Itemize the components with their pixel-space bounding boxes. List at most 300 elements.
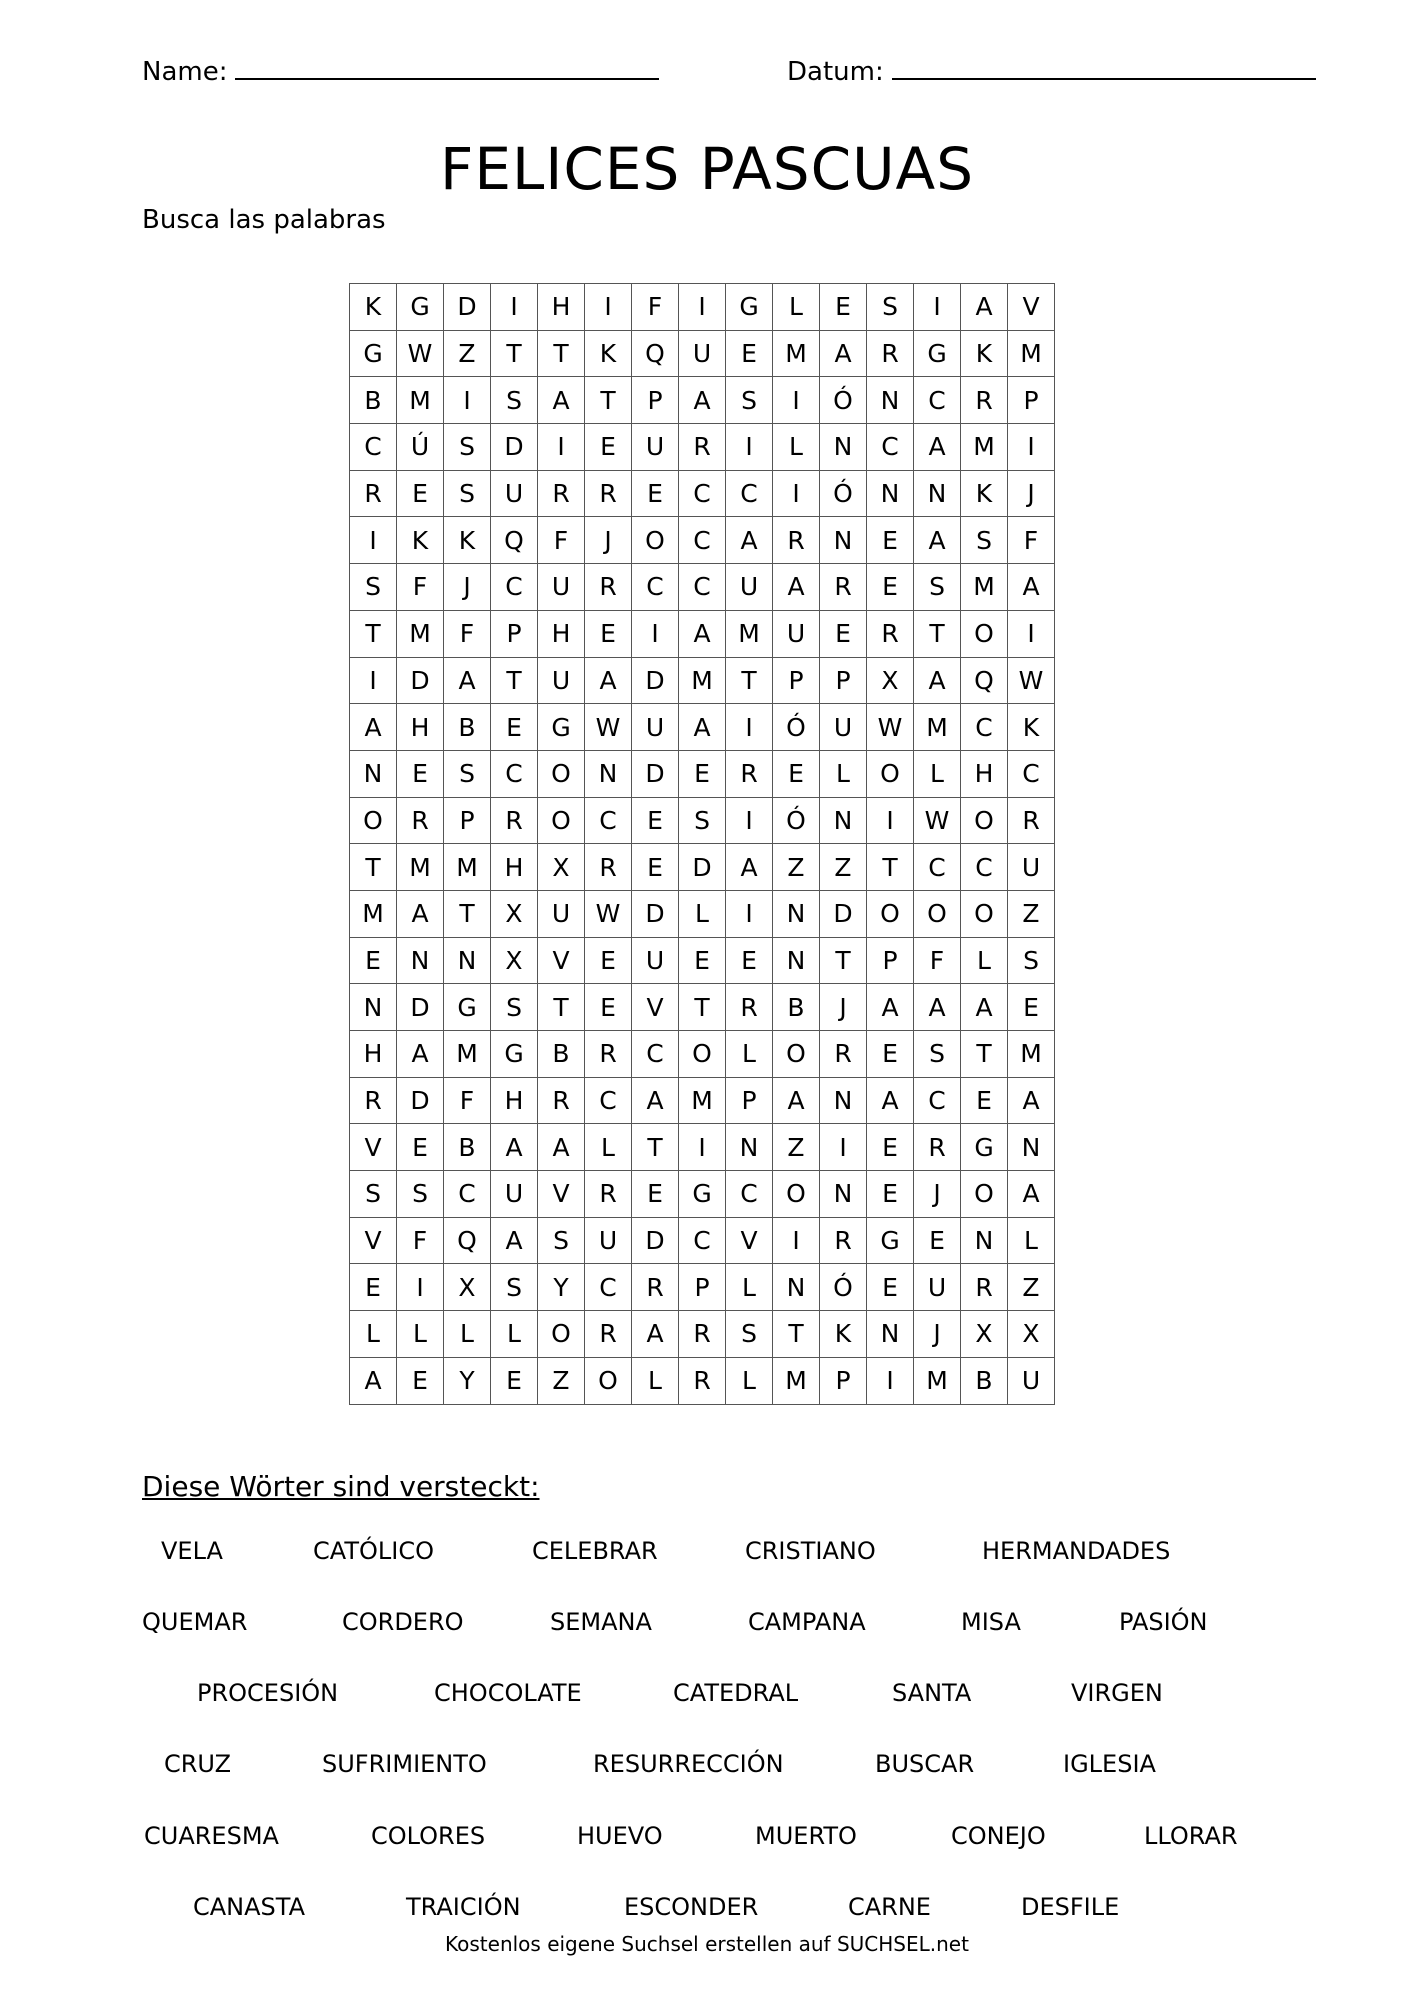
grid-cell[interactable]: Ó [773,797,820,844]
grid-cell[interactable]: I [867,1357,914,1404]
grid-cell[interactable]: F [632,284,679,331]
grid-cell[interactable]: R [867,330,914,377]
grid-cell[interactable]: S [726,1311,773,1358]
grid-cell[interactable]: L [679,890,726,937]
grid-cell[interactable]: C [914,844,961,891]
grid-cell[interactable]: O [679,1031,726,1078]
grid-cell[interactable]: H [961,750,1008,797]
grid-cell[interactable]: E [820,284,867,331]
grid-cell[interactable]: E [867,517,914,564]
grid-cell[interactable]: A [867,1077,914,1124]
grid-cell[interactable]: E [632,470,679,517]
grid-cell[interactable]: I [726,797,773,844]
grid-cell[interactable]: D [632,1217,679,1264]
grid-cell[interactable]: Z [773,1124,820,1171]
grid-cell[interactable]: O [585,1357,632,1404]
grid-cell[interactable]: S [350,1171,397,1218]
grid-cell[interactable]: F [397,1217,444,1264]
grid-cell[interactable]: S [491,1264,538,1311]
grid-cell[interactable]: A [961,984,1008,1031]
grid-cell[interactable]: V [726,1217,773,1264]
grid-cell[interactable]: W [585,704,632,751]
grid-cell[interactable]: X [961,1311,1008,1358]
grid-cell[interactable]: K [350,284,397,331]
grid-cell[interactable]: A [397,890,444,937]
grid-cell[interactable]: E [679,937,726,984]
grid-cell[interactable]: M [350,890,397,937]
grid-cell[interactable]: L [585,1124,632,1171]
grid-cell[interactable]: I [491,284,538,331]
grid-cell[interactable]: F [444,1077,491,1124]
grid-cell[interactable]: X [867,657,914,704]
grid-cell[interactable]: M [397,610,444,657]
grid-cell[interactable]: R [679,424,726,471]
grid-cell[interactable]: C [632,564,679,611]
grid-cell[interactable]: J [914,1311,961,1358]
grid-cell[interactable]: S [491,377,538,424]
grid-cell[interactable]: A [350,1357,397,1404]
grid-cell[interactable]: G [867,1217,914,1264]
grid-cell[interactable]: E [585,424,632,471]
grid-cell[interactable]: B [538,1031,585,1078]
grid-cell[interactable]: E [914,1217,961,1264]
grid-cell[interactable]: V [538,1171,585,1218]
grid-cell[interactable]: R [538,1077,585,1124]
grid-cell[interactable]: T [538,984,585,1031]
grid-cell[interactable]: I [1008,610,1055,657]
grid-cell[interactable]: A [585,657,632,704]
grid-cell[interactable]: A [491,1124,538,1171]
grid-cell[interactable]: B [444,704,491,751]
grid-cell[interactable]: N [773,1264,820,1311]
grid-cell[interactable]: S [1008,937,1055,984]
grid-cell[interactable]: E [397,470,444,517]
grid-cell[interactable]: I [538,424,585,471]
grid-cell[interactable]: R [585,1311,632,1358]
grid-cell[interactable]: Ó [773,704,820,751]
grid-cell[interactable]: Y [538,1264,585,1311]
grid-cell[interactable]: S [867,284,914,331]
grid-cell[interactable]: S [538,1217,585,1264]
grid-cell[interactable]: R [820,1031,867,1078]
grid-cell[interactable]: A [679,377,726,424]
grid-cell[interactable]: T [444,890,491,937]
grid-cell[interactable]: T [350,844,397,891]
grid-cell[interactable]: R [585,470,632,517]
grid-cell[interactable]: J [820,984,867,1031]
grid-cell[interactable]: W [867,704,914,751]
grid-cell[interactable]: I [773,1217,820,1264]
grid-cell[interactable]: E [773,750,820,797]
grid-cell[interactable]: G [726,284,773,331]
grid-cell[interactable]: F [538,517,585,564]
grid-cell[interactable]: T [538,330,585,377]
grid-cell[interactable]: E [961,1077,1008,1124]
grid-cell[interactable]: H [397,704,444,751]
grid-cell[interactable]: R [585,1171,632,1218]
grid-cell[interactable]: G [538,704,585,751]
grid-cell[interactable]: X [1008,1311,1055,1358]
grid-cell[interactable]: E [585,610,632,657]
grid-cell[interactable]: E [867,564,914,611]
grid-cell[interactable]: Z [538,1357,585,1404]
grid-cell[interactable]: T [585,377,632,424]
grid-cell[interactable]: L [820,750,867,797]
grid-cell[interactable]: A [773,564,820,611]
grid-cell[interactable]: R [867,610,914,657]
grid-cell[interactable]: L [961,937,1008,984]
grid-cell[interactable]: N [914,470,961,517]
grid-cell[interactable]: E [350,1264,397,1311]
grid-cell[interactable]: C [726,470,773,517]
grid-cell[interactable]: M [1008,1031,1055,1078]
grid-cell[interactable]: L [1008,1217,1055,1264]
grid-cell[interactable]: N [773,937,820,984]
grid-cell[interactable]: K [961,330,1008,377]
grid-cell[interactable]: I [444,377,491,424]
grid-cell[interactable]: B [350,377,397,424]
date-blank-line[interactable] [892,52,1316,80]
grid-cell[interactable]: U [679,330,726,377]
grid-cell[interactable]: D [632,890,679,937]
grid-cell[interactable]: A [773,1077,820,1124]
grid-cell[interactable]: C [679,1217,726,1264]
grid-cell[interactable]: D [632,657,679,704]
grid-cell[interactable]: E [585,937,632,984]
grid-cell[interactable]: C [914,1077,961,1124]
grid-cell[interactable]: M [444,844,491,891]
grid-cell[interactable]: R [350,470,397,517]
grid-cell[interactable]: E [867,1031,914,1078]
grid-cell[interactable]: E [397,1124,444,1171]
grid-cell[interactable]: A [914,517,961,564]
grid-cell[interactable]: E [491,1357,538,1404]
grid-cell[interactable]: T [679,984,726,1031]
grid-cell[interactable]: D [397,657,444,704]
grid-cell[interactable]: H [538,610,585,657]
grid-cell[interactable]: S [914,564,961,611]
grid-cell[interactable]: C [679,564,726,611]
grid-cell[interactable]: V [350,1217,397,1264]
grid-cell[interactable]: B [961,1357,1008,1404]
grid-cell[interactable]: S [961,517,1008,564]
grid-cell[interactable]: U [538,890,585,937]
grid-cell[interactable]: G [679,1171,726,1218]
grid-cell[interactable]: C [726,1171,773,1218]
grid-cell[interactable]: S [491,984,538,1031]
grid-cell[interactable]: J [1008,470,1055,517]
grid-cell[interactable]: J [914,1171,961,1218]
grid-cell[interactable]: E [867,1124,914,1171]
grid-cell[interactable]: R [585,1031,632,1078]
grid-cell[interactable]: U [773,610,820,657]
grid-cell[interactable]: O [632,517,679,564]
grid-cell[interactable]: E [632,797,679,844]
grid-cell[interactable]: N [350,984,397,1031]
grid-cell[interactable]: T [726,657,773,704]
grid-cell[interactable]: N [820,424,867,471]
grid-cell[interactable]: U [585,1217,632,1264]
grid-cell[interactable]: N [397,937,444,984]
grid-cell[interactable]: L [632,1357,679,1404]
grid-cell[interactable]: I [773,470,820,517]
grid-cell[interactable]: Q [961,657,1008,704]
grid-cell[interactable]: F [444,610,491,657]
grid-cell[interactable]: O [538,1311,585,1358]
grid-cell[interactable]: U [632,424,679,471]
grid-cell[interactable]: R [397,797,444,844]
grid-cell[interactable]: S [350,564,397,611]
grid-cell[interactable]: A [726,517,773,564]
grid-cell[interactable]: I [679,284,726,331]
grid-cell[interactable]: H [350,1031,397,1078]
grid-cell[interactable]: U [820,704,867,751]
grid-cell[interactable]: G [350,330,397,377]
grid-cell[interactable]: N [820,1077,867,1124]
grid-cell[interactable]: M [961,424,1008,471]
grid-cell[interactable]: R [914,1124,961,1171]
grid-cell[interactable]: R [538,470,585,517]
grid-cell[interactable]: A [538,377,585,424]
grid-cell[interactable]: S [444,424,491,471]
grid-cell[interactable]: E [397,750,444,797]
grid-cell[interactable]: C [679,517,726,564]
grid-cell[interactable]: L [914,750,961,797]
grid-cell[interactable]: I [632,610,679,657]
grid-cell[interactable]: O [538,797,585,844]
grid-cell[interactable]: D [491,424,538,471]
grid-cell[interactable]: M [914,704,961,751]
grid-cell[interactable]: C [961,844,1008,891]
grid-cell[interactable]: R [491,797,538,844]
grid-cell[interactable]: A [867,984,914,1031]
grid-cell[interactable]: G [961,1124,1008,1171]
grid-cell[interactable]: N [444,937,491,984]
grid-cell[interactable]: U [632,704,679,751]
grid-cell[interactable]: P [726,1077,773,1124]
grid-cell[interactable]: S [397,1171,444,1218]
grid-cell[interactable]: E [726,937,773,984]
grid-cell[interactable]: R [585,564,632,611]
grid-cell[interactable]: Ó [820,377,867,424]
grid-cell[interactable]: R [726,750,773,797]
grid-cell[interactable]: N [1008,1124,1055,1171]
grid-cell[interactable]: Q [632,330,679,377]
grid-cell[interactable]: F [914,937,961,984]
grid-cell[interactable]: I [820,1124,867,1171]
grid-cell[interactable]: D [820,890,867,937]
grid-cell[interactable]: N [726,1124,773,1171]
grid-cell[interactable]: T [914,610,961,657]
grid-cell[interactable]: R [726,984,773,1031]
grid-cell[interactable]: E [491,704,538,751]
grid-cell[interactable]: V [632,984,679,1031]
grid-cell[interactable]: A [632,1311,679,1358]
grid-cell[interactable]: Ó [820,1264,867,1311]
grid-cell[interactable]: C [491,750,538,797]
grid-cell[interactable]: U [491,470,538,517]
grid-cell[interactable]: C [491,564,538,611]
grid-cell[interactable]: M [679,1077,726,1124]
grid-cell[interactable]: D [444,284,491,331]
grid-cell[interactable]: G [444,984,491,1031]
grid-cell[interactable]: L [350,1311,397,1358]
grid-cell[interactable]: T [491,657,538,704]
grid-cell[interactable]: Q [491,517,538,564]
grid-cell[interactable]: S [444,470,491,517]
grid-cell[interactable]: P [773,657,820,704]
grid-cell[interactable]: R [820,1217,867,1264]
grid-cell[interactable]: P [444,797,491,844]
grid-cell[interactable]: Ó [820,470,867,517]
grid-cell[interactable]: N [350,750,397,797]
grid-cell[interactable]: B [444,1124,491,1171]
grid-cell[interactable]: O [773,1031,820,1078]
grid-cell[interactable]: U [632,937,679,984]
grid-cell[interactable]: G [914,330,961,377]
grid-cell[interactable]: A [1008,564,1055,611]
grid-cell[interactable]: A [679,704,726,751]
grid-cell[interactable]: U [538,564,585,611]
grid-cell[interactable]: I [350,657,397,704]
grid-cell[interactable]: R [585,844,632,891]
grid-cell[interactable]: L [773,284,820,331]
grid-cell[interactable]: N [820,1171,867,1218]
grid-cell[interactable]: D [397,1077,444,1124]
grid-cell[interactable]: A [538,1124,585,1171]
grid-cell[interactable]: N [585,750,632,797]
grid-cell[interactable]: A [1008,1171,1055,1218]
grid-cell[interactable]: O [350,797,397,844]
grid-cell[interactable]: J [444,564,491,611]
grid-cell[interactable]: F [1008,517,1055,564]
grid-cell[interactable]: W [585,890,632,937]
grid-cell[interactable]: M [914,1357,961,1404]
grid-cell[interactable]: K [397,517,444,564]
grid-cell[interactable]: K [1008,704,1055,751]
grid-cell[interactable]: A [914,657,961,704]
grid-cell[interactable]: A [914,424,961,471]
grid-cell[interactable]: R [1008,797,1055,844]
grid-cell[interactable]: S [914,1031,961,1078]
grid-cell[interactable]: O [961,1171,1008,1218]
grid-cell[interactable]: Z [820,844,867,891]
grid-cell[interactable]: M [726,610,773,657]
grid-cell[interactable]: H [491,1077,538,1124]
grid-cell[interactable]: E [820,610,867,657]
grid-cell[interactable]: O [961,610,1008,657]
grid-cell[interactable]: K [820,1311,867,1358]
grid-cell[interactable]: L [726,1357,773,1404]
grid-cell[interactable]: M [961,564,1008,611]
grid-cell[interactable]: D [679,844,726,891]
grid-cell[interactable]: U [726,564,773,611]
grid-cell[interactable]: O [867,750,914,797]
grid-cell[interactable]: P [1008,377,1055,424]
grid-cell[interactable]: I [867,797,914,844]
grid-cell[interactable]: M [397,377,444,424]
grid-cell[interactable]: L [726,1031,773,1078]
grid-cell[interactable]: I [350,517,397,564]
grid-cell[interactable]: A [632,1077,679,1124]
grid-cell[interactable]: L [491,1311,538,1358]
grid-cell[interactable]: C [632,1031,679,1078]
grid-cell[interactable]: P [679,1264,726,1311]
grid-cell[interactable]: M [773,1357,820,1404]
grid-cell[interactable]: A [961,284,1008,331]
grid-cell[interactable]: I [726,890,773,937]
grid-cell[interactable]: W [397,330,444,377]
grid-cell[interactable]: W [914,797,961,844]
grid-cell[interactable]: A [491,1217,538,1264]
grid-cell[interactable]: H [491,844,538,891]
grid-cell[interactable]: I [773,377,820,424]
grid-cell[interactable]: S [444,750,491,797]
grid-cell[interactable]: C [914,377,961,424]
grid-cell[interactable]: E [632,1171,679,1218]
grid-cell[interactable]: E [397,1357,444,1404]
grid-cell[interactable]: U [1008,1357,1055,1404]
grid-cell[interactable]: A [820,330,867,377]
grid-cell[interactable]: K [961,470,1008,517]
grid-cell[interactable]: P [491,610,538,657]
grid-cell[interactable]: R [820,564,867,611]
grid-cell[interactable]: C [585,1077,632,1124]
grid-cell[interactable]: P [820,1357,867,1404]
grid-cell[interactable]: P [632,377,679,424]
grid-cell[interactable]: S [726,377,773,424]
grid-cell[interactable]: O [867,890,914,937]
grid-cell[interactable]: J [585,517,632,564]
grid-cell[interactable]: C [444,1171,491,1218]
grid-cell[interactable]: T [961,1031,1008,1078]
grid-cell[interactable]: B [773,984,820,1031]
grid-cell[interactable]: C [350,424,397,471]
grid-cell[interactable]: Y [444,1357,491,1404]
grid-cell[interactable]: O [961,890,1008,937]
grid-cell[interactable]: R [350,1077,397,1124]
grid-cell[interactable]: N [820,517,867,564]
grid-cell[interactable]: G [491,1031,538,1078]
grid-cell[interactable]: L [397,1311,444,1358]
grid-cell[interactable]: O [914,890,961,937]
grid-cell[interactable]: C [585,797,632,844]
grid-cell[interactable]: R [679,1311,726,1358]
grid-cell[interactable]: E [726,330,773,377]
grid-cell[interactable]: Q [444,1217,491,1264]
grid-cell[interactable]: Z [444,330,491,377]
grid-cell[interactable]: E [679,750,726,797]
grid-cell[interactable]: O [961,797,1008,844]
grid-cell[interactable]: M [397,844,444,891]
grid-cell[interactable]: U [914,1264,961,1311]
grid-cell[interactable]: L [726,1264,773,1311]
grid-cell[interactable]: E [867,1264,914,1311]
grid-cell[interactable]: P [820,657,867,704]
grid-cell[interactable]: U [538,657,585,704]
grid-cell[interactable]: U [1008,844,1055,891]
grid-cell[interactable]: C [1008,750,1055,797]
grid-cell[interactable]: I [397,1264,444,1311]
grid-cell[interactable]: M [1008,330,1055,377]
grid-cell[interactable]: R [961,377,1008,424]
grid-cell[interactable]: I [585,284,632,331]
grid-cell[interactable]: K [444,517,491,564]
grid-cell[interactable]: D [632,750,679,797]
grid-cell[interactable]: C [679,470,726,517]
grid-cell[interactable]: F [397,564,444,611]
grid-cell[interactable]: N [867,470,914,517]
